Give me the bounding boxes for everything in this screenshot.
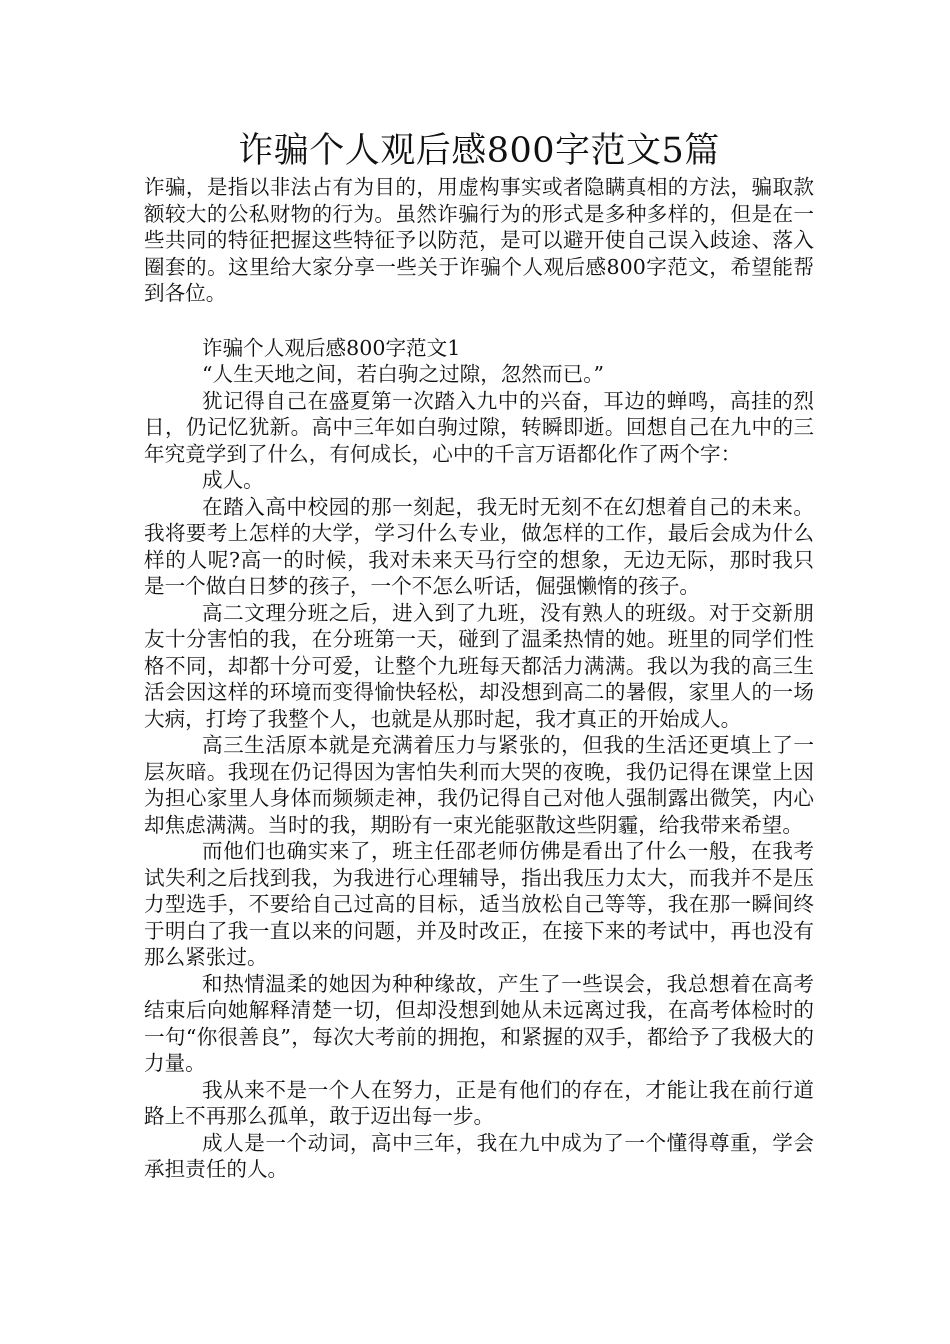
body-paragraph-8: 和热情温柔的她因为种种缘故，产生了一些误会，我总想着在高考结束后向她解释清楚一切，但却没想到她从未远离过我，在高考体检时的一句“你很善良”，每次大考前的拥抱，和紧握的双手，都给予了我极大的力量。: [144, 971, 814, 1075]
intro-paragraph: 诈骗，是指以非法占有为目的，用虚构事实或者隐瞒真相的方法，骗取款额较大的公私财物的行为。虽然诈骗行为的形式是多种多样的，但是在一些共同的特征把握这些特征予以防范，是可以避开使自己误入歧途、落入圈套的。这里给大家分享一些关于诈骗个人观后感800字范文，希望能帮到各位。: [144, 175, 814, 305]
body-paragraph-4: 在踏入高中校园的那一刻起，我无时无刻不在幻想着自己的未来。我将要考上怎样的大学，学习什么专业，做怎样的工作，最后会成为什么样的人呢?高一的时候，我对未来天马行空的想象，无边无际，那时我只是一个做白日梦的孩子，一个不怎么听话，倔强懒惰的孩子。: [144, 494, 814, 598]
body-paragraph-5: 高二文理分班之后，进入到了九班，没有熟人的班级。对于交新朋友十分害怕的我，在分班第一天，碰到了温柔热情的她。班里的同学们性格不同，却都十分可爱，让整个九班每天都活力满满。我以为我的高三生活会因这样的环境而变得愉快轻松，却没想到高二的暑假，家里人的一场大病，打垮了我整个人，也就是从那时起，我才真正的开始成人。: [144, 600, 814, 731]
body-paragraph-6: 高三生活原本就是充满着压力与紧张的，但我的生活还更填上了一层灰暗。我现在仍记得因为害怕失利而大哭的夜晚，我仍记得在课堂上因为担心家里人身体而频频走神，我仍记得自己对他人强制露出微笑，内心却焦虑满满。当时的我，期盼有一束光能驱散这些阴霾，给我带来希望。: [144, 733, 814, 837]
section-heading: 诈骗个人观后感800字范文1: [202, 335, 461, 360]
body-paragraph-1: “人生天地之间，若白驹之过隙，忽然而已。”: [202, 362, 605, 386]
body-paragraph-3: 成人。: [202, 468, 264, 492]
document-page: [144, 128, 814, 1183]
body-paragraph-9: 我从来不是一个人在努力，正是有他们的存在，才能让我在前行道路上不再那么孤单，敢于迈出每一步。: [144, 1077, 814, 1128]
document-title: 诈骗个人观后感800字范文5篇: [238, 131, 720, 171]
body-paragraph-2: 犹记得自己在盛夏第一次踏入九中的兴奋，耳边的蝉鸣，高挂的烈日，仍记忆犹新。高中三年如白驹过隙，转瞬即逝。回想自己在九中的三年究竟学到了什么，有何成长，心中的千言万语都化作了两个字：: [144, 388, 814, 466]
body-paragraph-10: 成人是一个动词，高中三年，我在九中成为了一个懂得尊重，学会承担责任的人。: [144, 1130, 814, 1181]
paragraph-gap: [144, 307, 814, 335]
body-paragraph-7: 而他们也确实来了，班主任邵老师仿佛是看出了什么一般，在我考试失利之后找到我，为我进行心理辅导，指出我压力太大，而我并不是压力型选手，不要给自己过高的目标，适当放松自己等等，我在那一瞬间终于明白了我一直以来的问题，并及时改正，在接下来的考试中，再也没有那么紧张过。: [144, 839, 814, 969]
